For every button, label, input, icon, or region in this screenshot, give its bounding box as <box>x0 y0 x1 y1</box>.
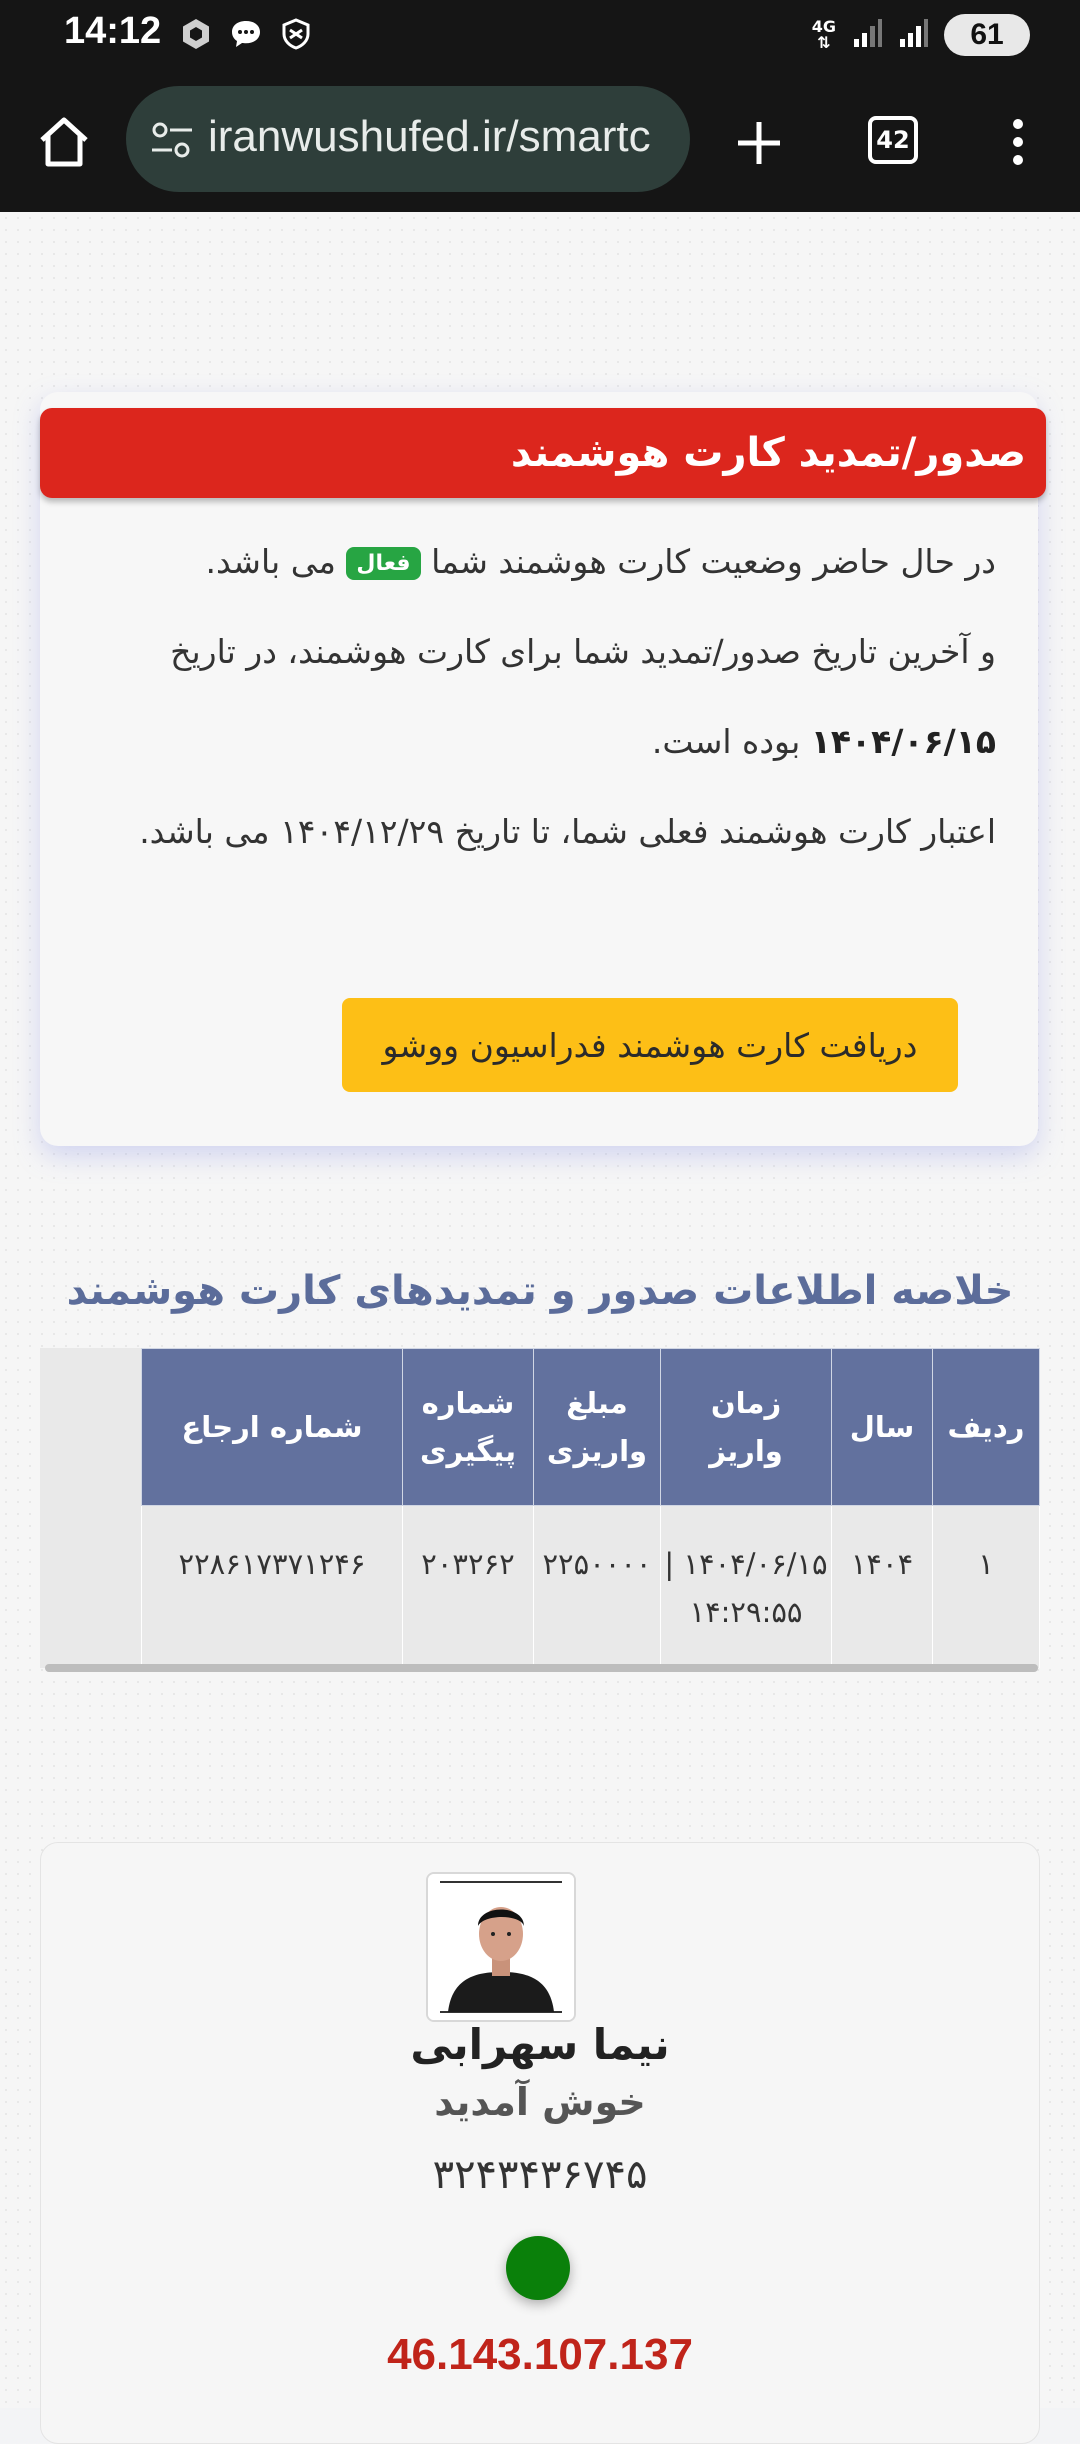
summary-title: خلاصه اطلاعات صدور و تمدیدهای کارت هوشمند <box>66 1268 1014 1314</box>
table-cell: ۱ <box>933 1506 1040 1669</box>
address-bar[interactable] <box>126 86 690 192</box>
col-header-row: ردیف <box>933 1349 1040 1506</box>
last-issue-line: و آخرین تاریخ صدور/تمدید شما برای کارت هوشمند، در تاریخ <box>170 632 996 671</box>
url-text[interactable]: iranwushufed.ir/smartc <box>208 112 651 161</box>
last-issue-date-line: ۱۴۰۴/۰۶/۱۵ بوده است. <box>651 722 996 761</box>
home-icon[interactable] <box>34 112 94 172</box>
browser-toolbar <box>0 72 1080 212</box>
summary-table <box>141 1348 1040 1668</box>
signal-icon-2 <box>898 17 928 53</box>
app-hex-icon <box>178 16 214 52</box>
col-header-tracking: شماره پیگیری <box>403 1349 534 1506</box>
table-row <box>142 1506 1040 1669</box>
network-type: 4G ⇅ <box>811 17 836 52</box>
table-horizontal-scrollbar[interactable] <box>45 1664 1038 1672</box>
battery-indicator: 61 <box>944 14 1030 56</box>
validity-text: اعتبار کارت هوشمند فعلی شما، تا تاریخ ۱۴۰۴/۱۲/۲۹ می باشد. <box>139 812 996 851</box>
table-cell: ۱۴۰۴ <box>832 1506 933 1669</box>
smart-card-header: صدور/تمدید کارت هوشمند <box>40 408 1046 498</box>
table-cell: ۱۴۰۴/۰۶/۱۵ | ۱۴:۲۹:۵۵ <box>661 1506 832 1669</box>
national-id: ۳۲۴۳۴۳۶۷۴۵ <box>432 2152 648 2198</box>
online-status-dot <box>506 2236 570 2300</box>
col-header-reference: شماره ارجاع <box>142 1349 403 1506</box>
page-content <box>0 212 1080 2408</box>
profile-name: نیما سهرابی <box>410 2020 670 2069</box>
profile-photo <box>426 1872 576 2022</box>
table-cell: ۲۲۵۰۰۰۰ <box>534 1506 661 1669</box>
exchange-shield-icon <box>278 16 314 52</box>
status-badge: فعال <box>346 547 420 580</box>
summary-table-container[interactable] <box>40 1348 1040 1668</box>
new-tab-icon[interactable] <box>728 112 790 174</box>
get-smart-card-button[interactable]: دریافت کارت هوشمند فدراسیون ووشو <box>342 998 958 1092</box>
site-settings-icon[interactable] <box>148 120 196 160</box>
col-header-year: سال <box>832 1349 933 1506</box>
table-cell: ۲۲۸۶۱۷۳۷۱۲۴۶ <box>142 1506 403 1669</box>
col-header-payment-time: زمان واریز <box>661 1349 832 1506</box>
card-status-text: در حال حاضر وضعیت کارت هوشمند شما فعال می باشد. <box>205 542 996 581</box>
welcome-text: خوش آمدید <box>434 2080 646 2124</box>
more-menu-icon[interactable] <box>1000 112 1036 172</box>
signal-icon-1 <box>852 17 882 53</box>
status-right <box>812 14 1030 56</box>
chat-icon <box>228 16 264 52</box>
ip-address: 46.143.107.137 <box>387 2330 693 2379</box>
col-header-amount: مبلغ واریزی <box>534 1349 661 1506</box>
status-bar <box>0 0 1080 72</box>
notification-icons <box>178 16 314 52</box>
last-issue-date: ۱۴۰۴/۰۶/۱۵ <box>810 722 996 761</box>
status-time: 14:12 <box>64 10 162 52</box>
tab-switcher-button[interactable]: 42 <box>868 116 918 164</box>
table-cell: ۲۰۳۲۶۲ <box>403 1506 534 1669</box>
